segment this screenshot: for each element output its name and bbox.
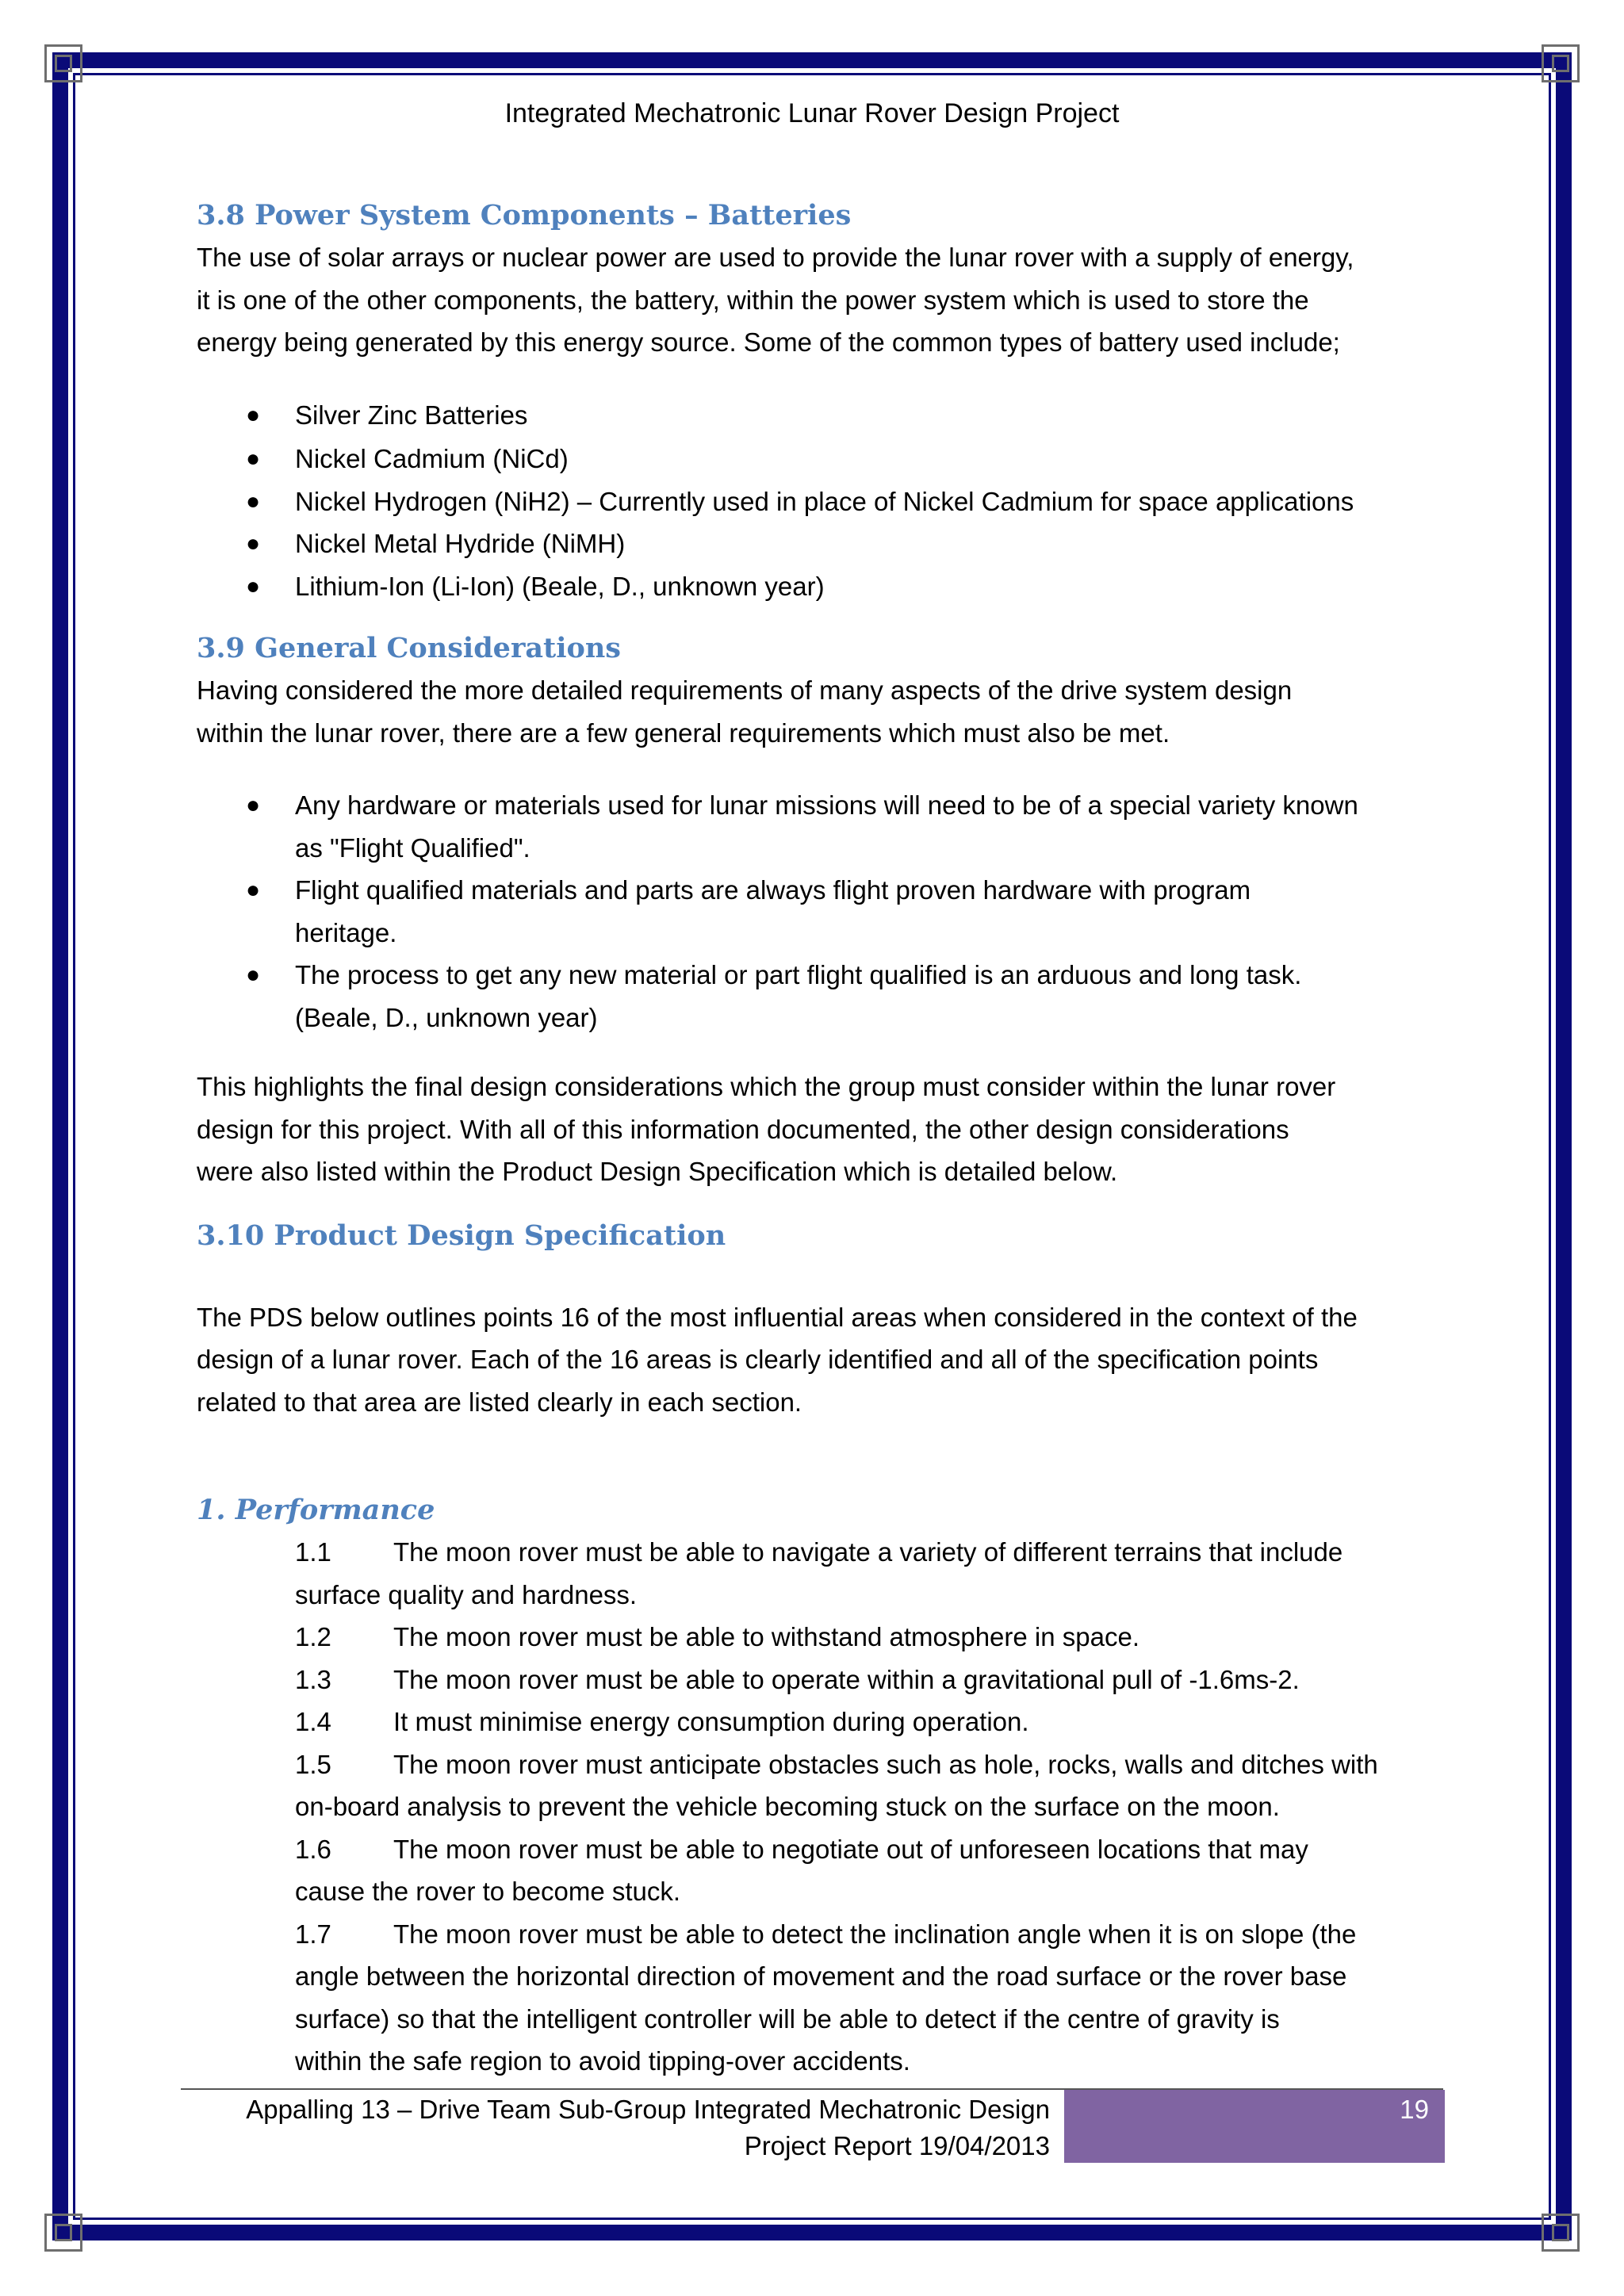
battery-list bbox=[197, 394, 1434, 608]
list-item: ● The process to get any new material or part flight qualified is an arduous and long task. (Beale, D., unknown year) bbox=[197, 954, 1434, 1039]
page-number: 19 bbox=[1400, 2095, 1429, 2124]
bullet-icon: ● bbox=[246, 488, 261, 515]
corner-ornament-bottom-right bbox=[1542, 2214, 1580, 2252]
list-item: ● Nickel Hydrogen (NiH2) – Currently used in place of Nickel Cadmium for space applications bbox=[197, 480, 1434, 523]
paragraph bbox=[197, 1296, 1434, 1424]
list-item: ● Flight qualified materials and parts are always flight proven hardware with program heritage. bbox=[197, 869, 1434, 954]
corner-ornament-top-right bbox=[1542, 44, 1580, 82]
bullet-icon: ● bbox=[246, 446, 261, 472]
spec-item: 1.7 The moon rover must be able to detect the inclination angle when it is on slope (the angle between the horizontal direction of movement and the road surface or the rover base surface) so that the intelligent controller will be able to detect if the centre of gravity is within the safe region to avoid tipping-over accidents. bbox=[295, 1919, 1357, 2076]
list-item: ● Lithium-Ion (Li-Ion) (Beale, D., unknown year) bbox=[197, 565, 1434, 608]
paragraph-line: design of a lunar rover. Each of the 16 areas is clearly identified and all of the specification points bbox=[197, 1345, 1319, 1374]
paragraph bbox=[197, 1066, 1434, 1193]
list-item: ● Silver Zinc Batteries bbox=[197, 394, 1434, 437]
bullet-icon: ● bbox=[246, 877, 261, 903]
considerations-list bbox=[197, 784, 1434, 1039]
paragraph-line: The use of solar arrays or nuclear power are used to provide the lunar rover with a supply of energy, bbox=[197, 243, 1354, 272]
list-item: ● Nickel Metal Hydride (NiMH) bbox=[197, 522, 1434, 565]
bullet-icon: ● bbox=[246, 792, 261, 818]
spec-item: 1.3 The moon rover must be able to operate within a gravitational pull of -1.6ms-2. bbox=[295, 1664, 1300, 1694]
footer-text bbox=[181, 2091, 1050, 2164]
paragraph-line: energy being generated by this energy source. Some of the common types of battery used include; bbox=[197, 327, 1340, 357]
list-item: ● Any hardware or materials used for lunar missions will need to be of a special variety known as "Flight Qualified". bbox=[197, 784, 1434, 869]
list-item: ● Nickel Cadmium (NiCd) bbox=[197, 438, 1434, 480]
page-number-box bbox=[1064, 2090, 1445, 2163]
spec-item: 1.4 It must minimise energy consumption during operation. bbox=[295, 1707, 1029, 1736]
paragraph-line: design for this project. With all of this information documented, the other design considerations bbox=[197, 1114, 1289, 1144]
spec-item: 1.2 The moon rover must be able to withstand atmosphere in space. bbox=[295, 1622, 1139, 1651]
footer-line: Project Report 19/04/2013 bbox=[744, 2131, 1050, 2160]
paragraph-line: related to that area are listed clearly in each section. bbox=[197, 1387, 802, 1417]
paragraph-line: were also listed within the Product Design Specification which is detailed below. bbox=[197, 1157, 1118, 1186]
bullet-icon: ● bbox=[246, 401, 261, 428]
bullet-icon: ● bbox=[246, 962, 261, 988]
document-body bbox=[197, 195, 1434, 2083]
paragraph-line: it is one of the other components, the battery, within the power system which is used to store the bbox=[197, 285, 1309, 315]
spec-item: 1.5 The moon rover must anticipate obstacles such as hole, rocks, walls and ditches with on-board analysis to prevent the vehicle becoming stuck on the surface on the moon. bbox=[295, 1749, 1378, 1821]
spec-item: 1.6 The moon rover must be able to negotiate out of unforeseen locations that may cause the rover to become stuck. bbox=[295, 1834, 1308, 1906]
section-heading-3-10: 3.10 Product Design Specification bbox=[197, 1219, 726, 1252]
paragraph-line: within the lunar rover, there are a few general requirements which must also be met. bbox=[197, 718, 1170, 748]
section-heading-3-8: 3.8 Power System Components – Batteries bbox=[197, 199, 852, 232]
subsection-heading-performance: 1. Performance bbox=[197, 1494, 435, 1526]
paragraph-line: Having considered the more detailed requirements of many aspects of the drive system design bbox=[197, 675, 1293, 705]
running-header: Integrated Mechatronic Lunar Rover Design Project bbox=[504, 98, 1120, 128]
corner-ornament-top-left bbox=[44, 44, 82, 82]
bullet-icon: ● bbox=[246, 572, 261, 599]
paragraph-line: This highlights the final design considerations which the group must consider within the lunar rover bbox=[197, 1072, 1336, 1101]
spec-item: 1.1 The moon rover must be able to navigate a variety of different terrains that include surface quality and hardness. bbox=[295, 1537, 1343, 1609]
paragraph-line: The PDS below outlines points 16 of the most influential areas when considered in the context of the bbox=[197, 1302, 1358, 1332]
footer-line: Appalling 13 – Drive Team Sub-Group Integrated Mechatronic Design bbox=[246, 2095, 1050, 2124]
section-heading-3-9: 3.9 General Considerations bbox=[197, 632, 622, 664]
bullet-icon: ● bbox=[246, 530, 261, 557]
corner-ornament-bottom-left bbox=[44, 2214, 82, 2252]
spec-list bbox=[197, 1531, 1434, 2083]
